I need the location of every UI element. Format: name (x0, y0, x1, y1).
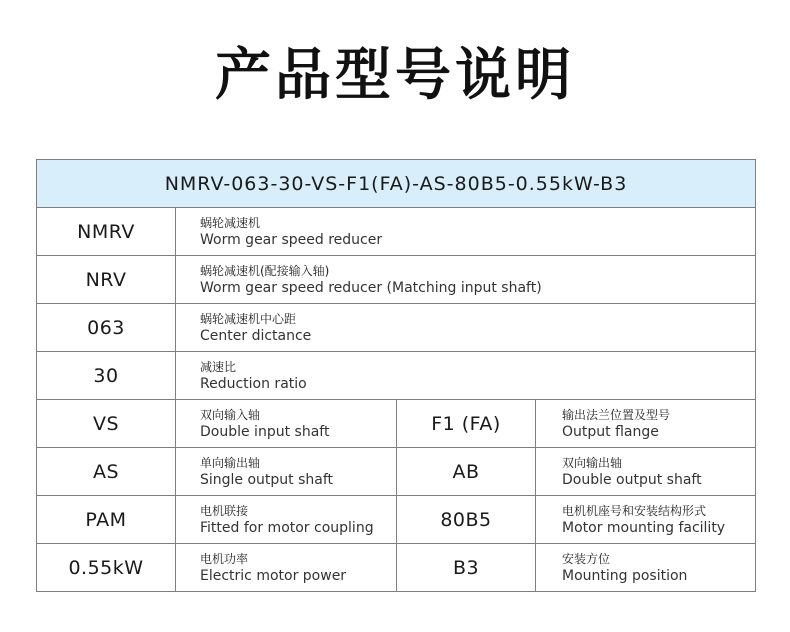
description-en: Double input shaft (200, 423, 330, 440)
code-pam: PAM (37, 496, 176, 544)
description-zh: 双向输出轴 (562, 455, 623, 470)
description-cell (176, 256, 756, 304)
description-cell (536, 496, 756, 544)
description-cell (536, 448, 756, 496)
description-en: Reduction ratio (200, 375, 307, 392)
description-cell (176, 496, 397, 544)
code-30: 30 (37, 352, 176, 400)
table-row (37, 448, 756, 496)
description-zh: 输出法兰位置及型号 (562, 407, 671, 422)
description-zh: 电机联接 (200, 503, 249, 518)
model-spec-table (36, 159, 756, 592)
description-cell (536, 544, 756, 592)
page-title: 产品型号说明 (215, 43, 575, 108)
description-zh: 单向输出轴 (200, 455, 261, 470)
description-en: Fitted for motor coupling (200, 519, 374, 536)
code-vs: VS (37, 400, 176, 448)
description-en: Mounting position (562, 567, 688, 584)
code-power: 0.55kW (37, 544, 176, 592)
description-en: Single output shaft (200, 471, 334, 488)
code-as: AS (37, 448, 176, 496)
model-code-header: NMRV-063-30-VS-F1(FA)-AS-80B5-0.55kW-B3 (37, 160, 756, 208)
description-en: Electric motor power (200, 567, 347, 584)
description-zh: 电机功率 (200, 551, 249, 566)
description-cell (176, 352, 756, 400)
description-cell (176, 448, 397, 496)
table-row (37, 400, 756, 448)
description-en: Output flange (562, 423, 659, 440)
description-zh: 安装方位 (562, 551, 611, 566)
table-row (37, 256, 756, 304)
code-ab: AB (397, 448, 536, 496)
description-cell (176, 400, 397, 448)
description-zh: 减速比 (200, 359, 237, 374)
code-nmrv: NMRV (37, 208, 176, 256)
description-zh: 双向输入轴 (200, 407, 261, 422)
description-zh: 蜗轮减速机(配接输入轴) (200, 263, 330, 278)
code-nrv: NRV (37, 256, 176, 304)
description-zh: 蜗轮减速机中心距 (200, 311, 297, 326)
description-en: Center dictance (200, 327, 312, 344)
table-row (37, 304, 756, 352)
table-row (37, 496, 756, 544)
description-cell (536, 400, 756, 448)
description-zh: 电机机座号和安装结构形式 (562, 503, 707, 518)
table-row (37, 544, 756, 592)
table-row (37, 208, 756, 256)
table-row (37, 352, 756, 400)
description-en: Motor mounting facility (562, 519, 726, 536)
description-cell (176, 304, 756, 352)
description-en: Double output shaft (562, 471, 702, 488)
code-b3: B3 (397, 544, 536, 592)
description-cell (176, 208, 756, 256)
code-063: 063 (37, 304, 176, 352)
description-en: Worm gear speed reducer (200, 231, 383, 248)
description-cell (176, 544, 397, 592)
description-zh: 蜗轮减速机 (200, 215, 261, 230)
description-en: Worm gear speed reducer (Matching input shaft) (200, 279, 542, 296)
code-f1-fa: F1 (FA) (397, 400, 536, 448)
code-80b5: 80B5 (397, 496, 536, 544)
